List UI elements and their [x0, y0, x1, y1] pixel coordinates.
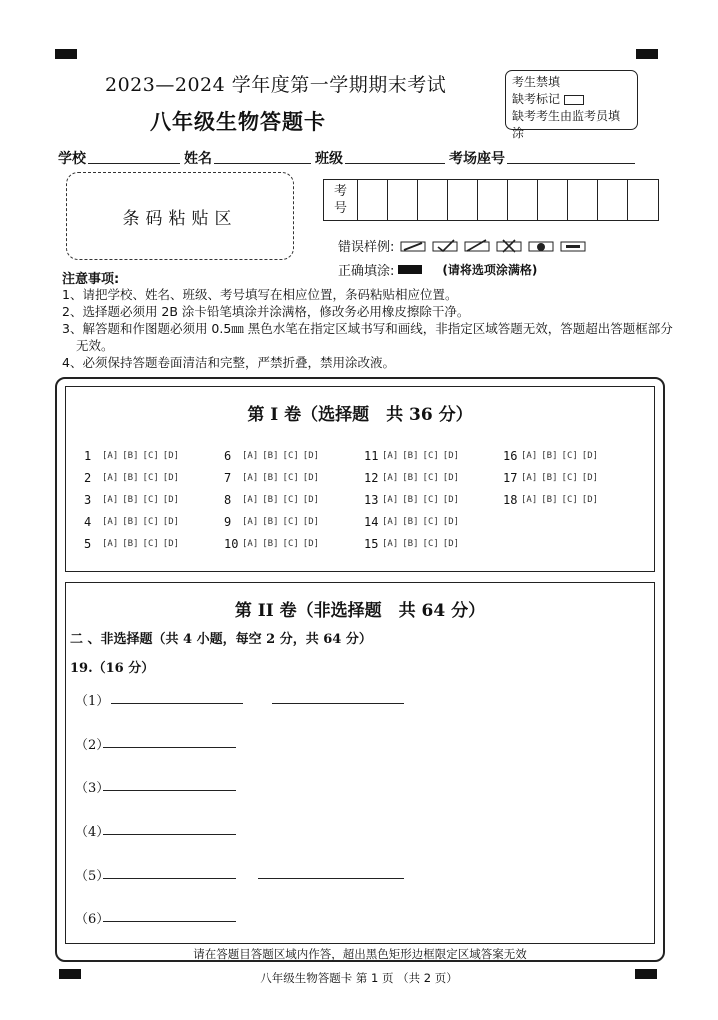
mcq-option-bubble[interactable]: [A]: [521, 495, 538, 505]
exam-number-cell[interactable]: [388, 180, 418, 220]
mcq-question-number: 16: [503, 449, 518, 463]
mcq-question-number: 13: [364, 493, 379, 507]
mcq-option-bubble[interactable]: [D]: [581, 451, 599, 461]
mcq-question-number: 12: [364, 471, 379, 485]
mcq-question: [84, 537, 183, 551]
question-19-title: 19.（16 分）: [70, 661, 155, 676]
mcq-question-number: 14: [364, 515, 379, 529]
mcq-option-bubble[interactable]: [B]: [402, 451, 419, 461]
mcq-option-bubble[interactable]: [B]: [541, 473, 558, 483]
mcq-question-number: 5: [84, 537, 92, 551]
note-item: 1、请把学校、姓名、班级、考号填写在相应位置，条码粘贴相应位置。: [62, 287, 458, 302]
mcq-option-bubble[interactable]: [C]: [282, 473, 299, 483]
mcq-option-bubble[interactable]: [B]: [122, 495, 139, 505]
mcq-question: [503, 471, 602, 485]
exam-number-cell[interactable]: [358, 180, 388, 220]
exam-number-cell[interactable]: [538, 180, 568, 220]
wrong-fill-bar-icon: [560, 239, 586, 253]
mcq-question: [224, 493, 323, 507]
mcq-question: [364, 537, 463, 551]
mcq-option-bubble[interactable]: [B]: [402, 539, 419, 549]
section1-title: 第 I 卷（选择题 共 36 分）: [247, 405, 473, 425]
mcq-option-bubble[interactable]: [D]: [442, 517, 460, 527]
mcq-question: [224, 449, 323, 463]
mcq-option-bubble[interactable]: [C]: [422, 517, 439, 527]
answer-line[interactable]: [272, 703, 404, 704]
answer-line[interactable]: [258, 878, 404, 879]
answer-line[interactable]: [111, 703, 243, 704]
exam-number-label-bottom: 号: [333, 201, 347, 216]
seat-label: 考场座号: [449, 151, 505, 167]
mcq-option-bubble[interactable]: [A]: [382, 495, 399, 505]
notes-title: 注意事项:: [62, 272, 120, 287]
mcq-option-bubble[interactable]: [A]: [382, 539, 399, 549]
notes-list: [62, 286, 682, 371]
mcq-option-bubble[interactable]: [C]: [282, 539, 299, 549]
mcq-option-bubble[interactable]: [D]: [302, 539, 320, 549]
mcq-option-bubble[interactable]: [A]: [102, 539, 119, 549]
proctor-only-label: 考生禁填: [512, 75, 561, 89]
mcq-option-bubble[interactable]: [A]: [242, 495, 259, 505]
mcq-option-bubble[interactable]: [D]: [302, 473, 320, 483]
mcq-question-number: 10: [224, 537, 239, 551]
mcq-question: [364, 515, 463, 529]
mcq-question: [224, 537, 323, 551]
mcq-option-bubble[interactable]: [A]: [521, 451, 538, 461]
blank-label-5: （5）: [75, 869, 110, 884]
mcq-option-bubble[interactable]: [B]: [262, 517, 279, 527]
mcq-option-bubble[interactable]: [A]: [242, 451, 259, 461]
answer-area-note: 请在答题目答题区域内作答，超出黑色矩形边框限定区域答案无效: [193, 947, 527, 961]
mcq-option-bubble[interactable]: [D]: [302, 495, 320, 505]
mcq-option-bubble[interactable]: [D]: [442, 495, 460, 505]
mcq-option-bubble[interactable]: [D]: [581, 495, 599, 505]
mcq-option-bubble[interactable]: [C]: [561, 495, 578, 505]
correct-fill-note: (请将选项涂满格): [442, 263, 538, 277]
mcq-option-bubble[interactable]: [A]: [521, 473, 538, 483]
answer-sheet-title: 八年级生物答题卡: [150, 110, 326, 134]
registration-mark-top-right: [636, 49, 658, 59]
mcq-option-bubble[interactable]: [A]: [242, 473, 259, 483]
mcq-option-bubble[interactable]: [B]: [122, 451, 139, 461]
school-label: 学校: [58, 151, 86, 167]
barcode-area: [66, 172, 294, 260]
mcq-option-bubble[interactable]: [B]: [262, 451, 279, 461]
mcq-option-bubble[interactable]: [D]: [162, 473, 180, 483]
mcq-option-bubble[interactable]: [B]: [122, 473, 139, 483]
name-field[interactable]: [214, 148, 311, 164]
section2-heading: 二 、非选择题（共 4 小题，每空 2 分，共 64 分）: [70, 632, 372, 647]
mcq-question-number: 18: [503, 493, 518, 507]
mcq-option-bubble[interactable]: [D]: [302, 451, 320, 461]
mcq-option-bubble[interactable]: [A]: [242, 539, 259, 549]
correct-fill-example: [338, 260, 537, 279]
exam-number-cell[interactable]: [448, 180, 478, 220]
mcq-option-bubble[interactable]: [D]: [442, 451, 460, 461]
mcq-question-number: 9: [224, 515, 232, 529]
mcq-option-bubble[interactable]: [C]: [142, 451, 159, 461]
mcq-question-number: 4: [84, 515, 92, 529]
exam-title: 2023—2024 学年度第一学期期末考试: [105, 74, 447, 96]
blank-label-2: （2）: [75, 738, 110, 753]
mcq-option-bubble[interactable]: [D]: [162, 517, 180, 527]
mcq-option-bubble[interactable]: [C]: [142, 539, 159, 549]
exam-number-cell[interactable]: [478, 180, 508, 220]
absent-mark-checkbox[interactable]: [564, 95, 584, 105]
wrong-fill-label: 错误样例:: [338, 240, 395, 255]
mcq-option-bubble[interactable]: [C]: [422, 539, 439, 549]
mcq-question: [84, 449, 183, 463]
answer-line[interactable]: [103, 878, 236, 879]
mcq-option-bubble[interactable]: [D]: [581, 473, 599, 483]
mcq-option-bubble[interactable]: [C]: [282, 495, 299, 505]
mcq-question: [84, 515, 183, 529]
note-item: 3、解答题和作图题必须用 0.5㎜ 黑色水笔在指定区域书写和画线，非指定区域答题无效，答题超出答题框部分无效。: [62, 321, 673, 353]
mcq-question: [503, 449, 602, 463]
mcq-option-bubble[interactable]: [A]: [102, 451, 119, 461]
absent-mark-row: [512, 91, 631, 108]
mcq-option-bubble[interactable]: [A]: [382, 451, 399, 461]
exam-number-cell[interactable]: [568, 180, 598, 220]
exam-number-cell[interactable]: [418, 180, 448, 220]
mcq-option-bubble[interactable]: [C]: [561, 473, 578, 483]
mcq-question: [224, 471, 323, 485]
correct-fill-block: [398, 265, 422, 274]
mcq-option-bubble[interactable]: [C]: [282, 517, 299, 527]
wrong-fill-examples: [338, 236, 586, 255]
mcq-question-number: 8: [224, 493, 232, 507]
absent-mark-note: 缺考考生由监考员填涂: [512, 109, 621, 140]
mcq-option-bubble[interactable]: [A]: [382, 473, 399, 483]
mcq-option-bubble[interactable]: [B]: [122, 539, 139, 549]
mcq-question: [364, 493, 463, 507]
blank-label-1: （1）: [75, 694, 110, 709]
mcq-option-bubble[interactable]: [B]: [262, 495, 279, 505]
mcq-option-bubble[interactable]: [B]: [541, 495, 558, 505]
seat-field[interactable]: [507, 148, 635, 164]
mcq-option-bubble[interactable]: [B]: [541, 451, 558, 461]
mcq-question: [84, 471, 183, 485]
mcq-option-bubble[interactable]: [A]: [102, 495, 119, 505]
exam-number-label-top: 考: [333, 184, 347, 199]
page-number: 八年级生物答题卡 第 1 页 （共 2 页）: [260, 971, 458, 985]
answer-line[interactable]: [103, 790, 236, 791]
mcq-question-number: 17: [503, 471, 518, 485]
school-field[interactable]: [88, 148, 180, 164]
mcq-question-number: 2: [84, 471, 92, 485]
mcq-option-bubble[interactable]: [C]: [282, 451, 299, 461]
absent-mark-label: 缺考标记: [512, 92, 561, 106]
blank-label-4: （4）: [75, 825, 110, 840]
blank-label-6: （6）: [75, 912, 110, 927]
mcq-question-number: 7: [224, 471, 232, 485]
wrong-fill-cross-icon: [496, 239, 522, 253]
mcq-option-bubble[interactable]: [D]: [302, 517, 320, 527]
mcq-option-bubble[interactable]: [C]: [142, 495, 159, 505]
mcq-question-number: 1: [84, 449, 92, 463]
class-label: 班级: [315, 151, 343, 167]
mcq-option-bubble[interactable]: [B]: [402, 473, 419, 483]
barcode-label: 条码粘贴区: [122, 208, 238, 229]
student-info-row: [58, 148, 658, 168]
mcq-option-bubble[interactable]: [B]: [262, 473, 279, 483]
mcq-option-bubble[interactable]: [D]: [442, 473, 460, 483]
exam-number-cell[interactable]: [508, 180, 538, 220]
mcq-option-bubble[interactable]: [B]: [262, 539, 279, 549]
mcq-option-bubble[interactable]: [C]: [142, 517, 159, 527]
mcq-option-bubble[interactable]: [B]: [122, 517, 139, 527]
mcq-option-bubble[interactable]: [C]: [142, 473, 159, 483]
mcq-question: [224, 515, 323, 529]
note-item: 2、选择题必须用 2B 涂卡铅笔填涂并涂满格，修改务必用橡皮擦除干净。: [62, 304, 470, 319]
note-item: 4、必须保持答题卷面清洁和完整，严禁折叠，禁用涂改液。: [62, 355, 395, 370]
mcq-question-number: 3: [84, 493, 92, 507]
mcq-question-number: 15: [364, 537, 379, 551]
mcq-question: [364, 449, 463, 463]
exam-number-grid: [323, 179, 659, 221]
mcq-option-bubble[interactable]: [A]: [242, 517, 259, 527]
mcq-option-bubble[interactable]: [C]: [422, 495, 439, 505]
wrong-fill-slash-icon: [400, 239, 426, 253]
exam-number-label: [324, 180, 358, 220]
exam-number-cell[interactable]: [628, 180, 658, 220]
class-field[interactable]: [345, 148, 445, 164]
mcq-option-bubble[interactable]: [A]: [382, 517, 399, 527]
mcq-option-bubble[interactable]: [B]: [402, 517, 419, 527]
proctor-only-box: [505, 70, 638, 140]
wrong-fill-check-icon: [432, 239, 458, 253]
mcq-option-bubble[interactable]: [B]: [402, 495, 419, 505]
mcq-question-number: 6: [224, 449, 232, 463]
mcq-option-bubble[interactable]: [C]: [561, 451, 578, 461]
exam-number-cell[interactable]: [598, 180, 628, 220]
mcq-option-bubble[interactable]: [A]: [102, 473, 119, 483]
name-label: 姓名: [184, 151, 212, 167]
answer-line[interactable]: [103, 921, 236, 922]
wrong-fill-diagonal-icon: [464, 239, 490, 253]
mcq-option-bubble[interactable]: [D]: [162, 539, 180, 549]
mcq-option-bubble[interactable]: [D]: [442, 539, 460, 549]
mcq-option-bubble[interactable]: [D]: [162, 495, 180, 505]
mcq-question: [364, 471, 463, 485]
blank-label-3: （3）: [75, 781, 110, 796]
answer-line[interactable]: [103, 747, 236, 748]
mcq-question: [503, 493, 602, 507]
section2-title: 第 II 卷（非选择题 共 64 分）: [234, 601, 486, 621]
mcq-option-bubble[interactable]: [C]: [422, 473, 439, 483]
mcq-option-bubble[interactable]: [A]: [102, 517, 119, 527]
correct-fill-label: 正确填涂:: [338, 264, 395, 279]
mcq-question: [84, 493, 183, 507]
registration-mark-top-left: [55, 49, 77, 59]
answer-line[interactable]: [103, 834, 236, 835]
wrong-fill-dot-icon: [528, 239, 554, 253]
mcq-option-bubble[interactable]: [D]: [162, 451, 180, 461]
mcq-option-bubble[interactable]: [C]: [422, 451, 439, 461]
mcq-question-number: 11: [364, 449, 379, 463]
